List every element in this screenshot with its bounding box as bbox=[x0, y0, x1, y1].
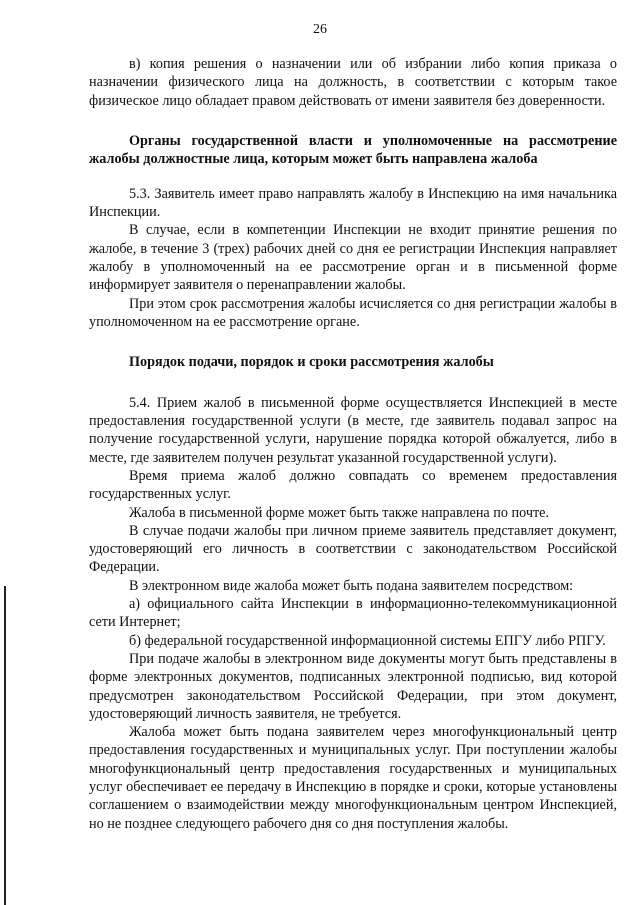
paragraph: В случае, если в компетенции Инспекции не входит принятие решения по жалобе, в течение 3 (трех) рабочих дней со дня ее регистрации Инспекция направляет жалобу в уполномоченный на ее рассмотрение орган и в письменной форме информирует заявителя о перенаправлении жалобы. bbox=[89, 222, 617, 294]
paragraph: В электронном виде жалоба может быть подана заявителем посредством: bbox=[129, 577, 574, 594]
paragraph: В случае подачи жалобы при личном приеме заявитель представляет документ, удостоверяющий его личность в соответствии с законодательством Российской Федерации. bbox=[89, 522, 617, 576]
paragraph: При этом срок рассмотрения жалобы исчисляется со дня регистрации жалобы в уполномоченном на ее рассмотрение органе. bbox=[89, 295, 617, 330]
paragraph: в) копия решения о назначении или об избрании либо копия приказа о назначении физического лица на должность, в соответствии с которым такое физическое лицо обладает правом действовать от имени заявителя без доверенности. bbox=[89, 56, 617, 109]
section-heading: Органы государственной власти и уполномоченные на рассмотрение жалобы должностные лица, которым может быть направлена жалоба bbox=[89, 132, 617, 168]
paragraph: При подаче жалобы в электронном виде документы могут быть представлены в форме электронных документов, подписанных электронной подписью, вид которой предусмотрен законодательством Российской Федерации, при этом документ, удостоверяющий личность заявителя, не требуется. bbox=[89, 650, 617, 722]
paragraph: 5.3. Заявитель имеет право направлять жалобу в Инспекцию на имя начальника Инспекции. bbox=[89, 185, 617, 221]
document-body bbox=[89, 55, 617, 833]
paragraph: Жалоба в письменной форме может быть также направлена по почте. bbox=[129, 504, 550, 521]
paragraph: Жалоба может быть подана заявителем через многофункциональный центр предоставления государственных и муниципальных услуг. При поступлении жалобы многофункциональный центр предоставления государственных и муниципальных услуг обеспечивает ее передачу в Инспекцию в порядке и сроки, которые установлены соглашением о взаимодействии между многофункциональным центром Инспекцией, но не позднее следующего рабочего дня со дня поступления жалобы. bbox=[89, 724, 617, 832]
page-number: 26 bbox=[313, 22, 327, 37]
paragraph: Время приема жалоб должно совпадать со временем предоставления государственных услуг. bbox=[89, 467, 617, 503]
paragraph: 5.4. Прием жалоб в письменной форме осуществляется Инспекцией в месте предоставления государственной услуги (в месте, где заявитель подавал запрос на получение государственной услуги, нарушение порядка которой обжалуется, либо в месте, где заявителем получен результат указанной государственной услуги). bbox=[89, 394, 617, 466]
list-item: а) официального сайта Инспекции в информационно-телекоммуникационной сети Интернет; bbox=[89, 596, 617, 631]
scan-edge-line bbox=[4, 586, 6, 905]
list-item: б) федеральной государственной информационной системы ЕПГУ либо РПГУ. bbox=[129, 632, 606, 649]
section-heading: Порядок подачи, порядок и сроки рассмотрения жалобы bbox=[129, 354, 494, 371]
